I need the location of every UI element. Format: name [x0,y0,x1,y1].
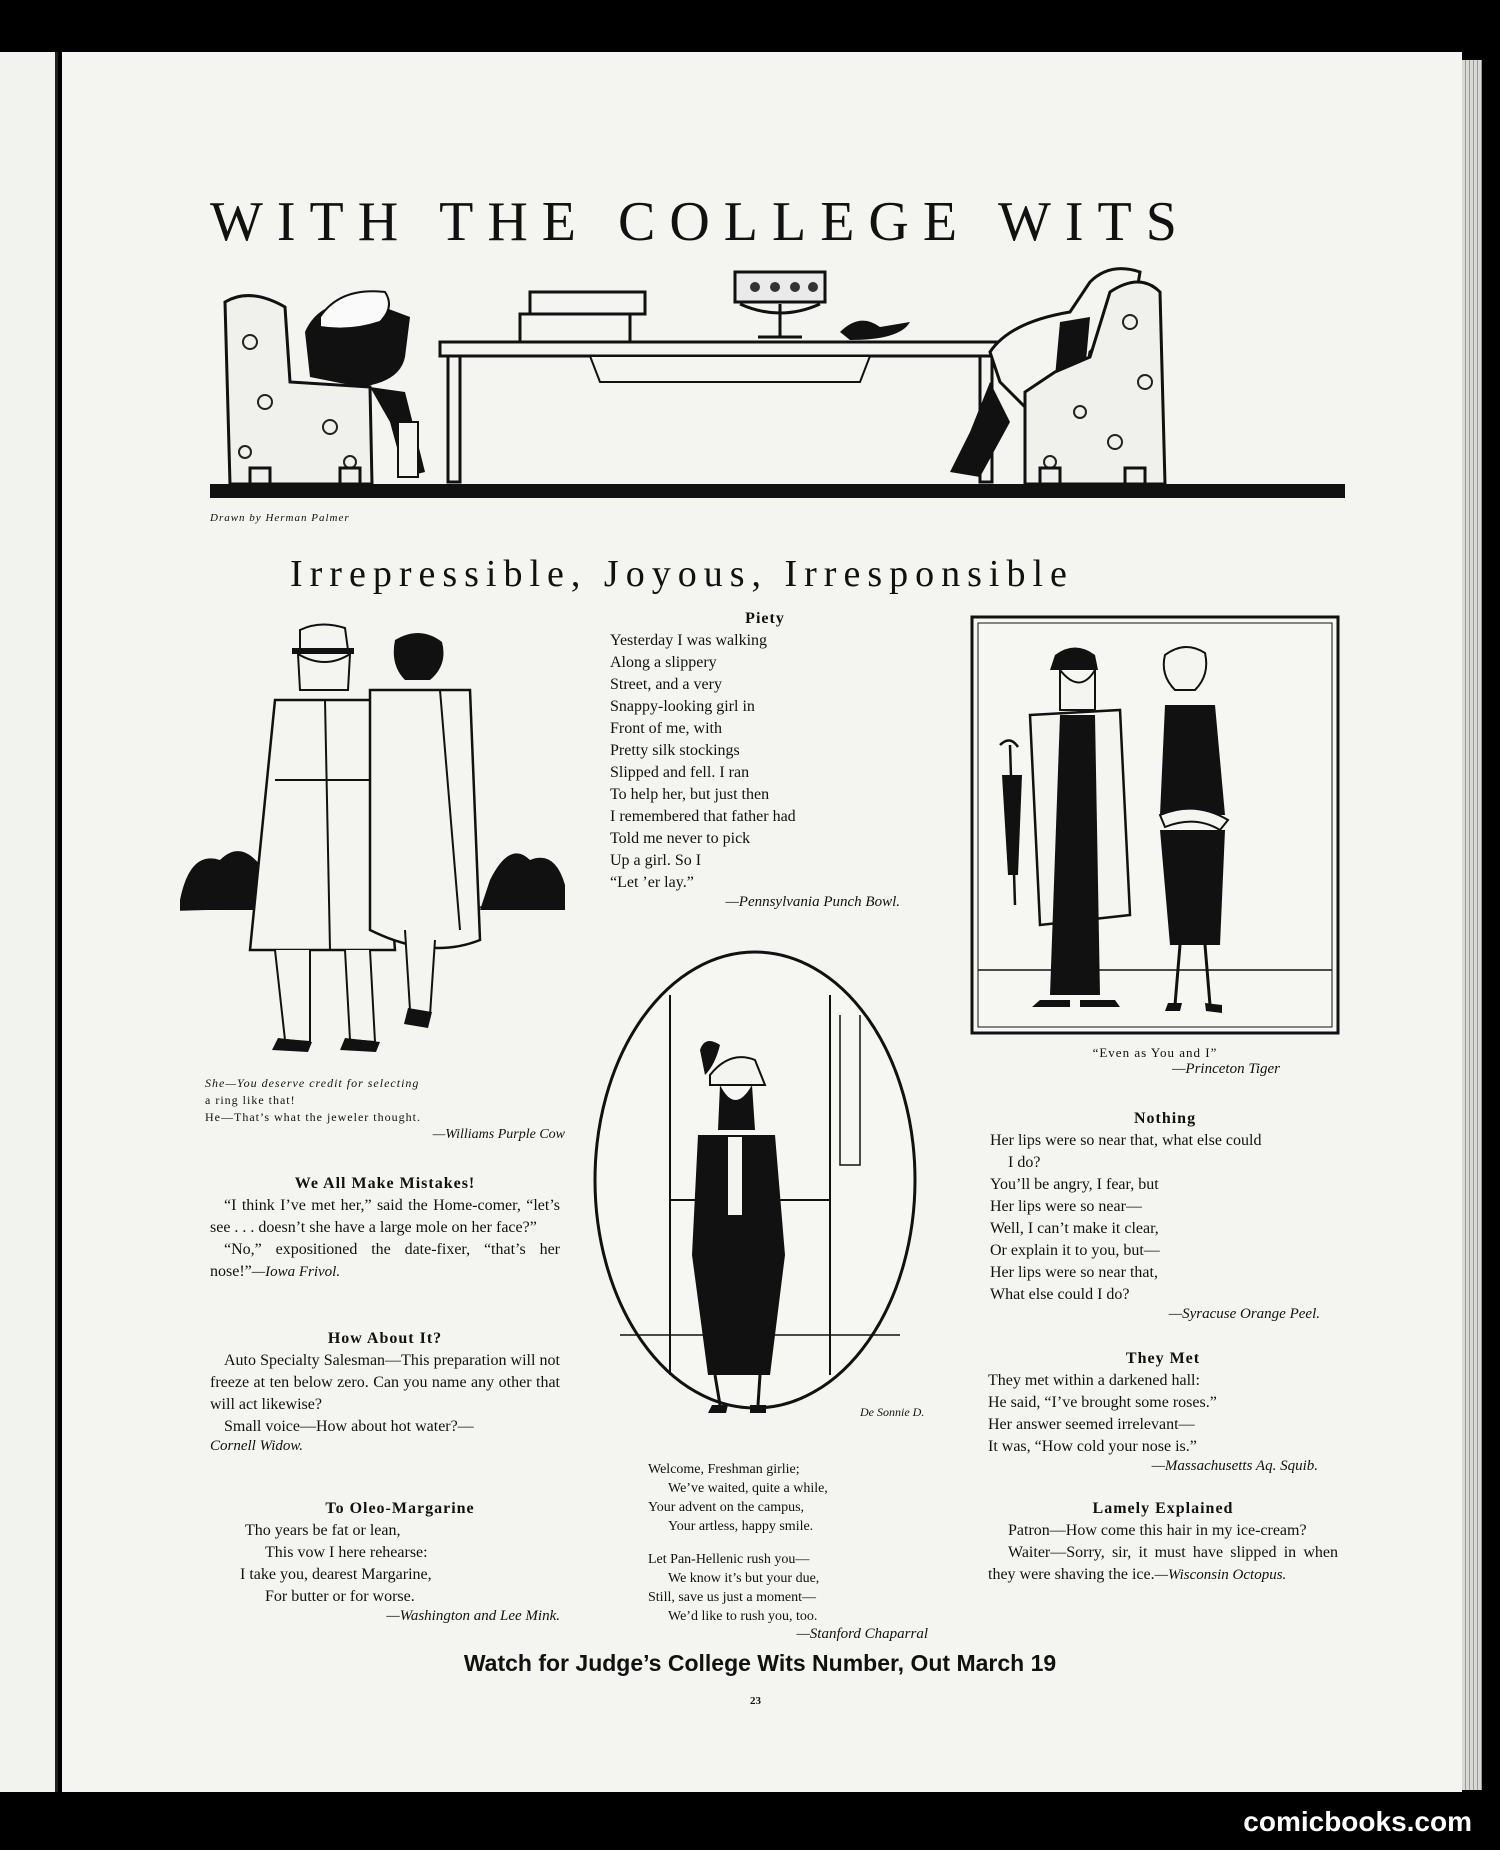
page-stack-edge [1462,60,1482,1790]
nothing-poem [990,1110,1340,1323]
how-about-it-paragraph: Auto Specialty Salesman—This preparation will not freeze at ten below zero. Can you name any other that will act likewise? [210,1352,560,1413]
piety-title: Piety [745,610,785,627]
masthead-illustration [210,262,1350,512]
freshman-stanza-break [648,1536,928,1550]
freshman-line: Still, save us just a moment— [648,1590,816,1605]
tiger-caption-cite: —Princeton Tiger [1172,1061,1280,1077]
oleo-title: To Oleo-Margarine [325,1500,475,1517]
how-about-it-paragraph: Small voice—How about hot water?— [224,1418,474,1435]
mistakes-title: We All Make Mistakes! [294,1175,476,1192]
oleo-line: I take you, dearest Margarine, [240,1566,432,1583]
ring-caption-line: He—That’s what the jeweler thought. [205,1110,421,1124]
they-met-line: It was, “How cold your nose is.” [988,1438,1197,1455]
oleo-line: This vow I here rehearse: [265,1544,428,1561]
lamely-paragraph: Patron—How come this hair in my ice-cream? [1008,1522,1307,1539]
nothing-line: What else could I do? [990,1286,1130,1303]
ring-caption-cite: —Williams Purple Cow [432,1127,565,1142]
ring-cartoon-caption [205,1075,565,1143]
nothing-line: You’ll be angry, I fear, but [990,1176,1159,1193]
mistakes-joke [210,1175,560,1283]
piety-line: Street, and a very [610,676,722,693]
oleo-poem [240,1500,560,1625]
piety-line: Front of me, with [610,720,722,737]
tiger-cartoon-caption [970,1045,1340,1078]
nothing-line: Her lips were so near that, what else could [990,1132,1262,1149]
lamely-title: Lamely Explained [1092,1500,1234,1517]
freshman-line: We’ve waited, quite a while, [668,1481,828,1496]
nothing-title: Nothing [1133,1110,1197,1127]
piety-line: I remembered that father had [610,808,796,825]
piety-line: Along a slippery [610,654,717,671]
lamely-paragraph: Waiter—Sorry, sir, it must have slipped in when they were shaving the ice. [988,1544,1338,1583]
tiger-caption-text: “Even as You and I” [1092,1045,1218,1060]
freshman-illustration [580,955,970,1455]
how-about-it-joke [210,1330,560,1455]
piety-line: Pretty silk stockings [610,742,740,759]
page-footer-announcement: Watch for Judge’s College Wits Number, Out March 19 [463,1650,1057,1676]
oleo-line: For butter or for worse. [265,1588,415,1605]
piety-line: Told me never to pick [610,830,751,847]
nothing-line: Her lips were so near— [990,1198,1142,1215]
freshman-line: Welcome, Freshman girlie; [648,1462,800,1477]
freshman-cite: —Stanford Chaparral [796,1626,928,1642]
piety-line: To help her, but just then [610,786,770,803]
freshman-line: We’d like to rush you, too. [668,1609,818,1624]
mistakes-cite: —Iowa Frivol. [251,1264,341,1280]
how-about-it-title: How About It? [327,1330,443,1347]
page-subtitle: Irrepressible, Joyous, Irresponsible [290,553,1074,595]
oleo-cite: —Washington and Lee Mink. [386,1608,560,1624]
piety-line: Slipped and fell. I ran [610,764,750,781]
ring-caption-line: She—You deserve credit for selecting [205,1076,420,1090]
freshman-line: Your artless, happy smile. [668,1519,814,1534]
mistakes-paragraph: “I think I’ve met her,” said the Home-comer, “let’s see . . . doesn’t she have a large mole on her face?” [210,1197,560,1236]
freshman-line: Let Pan-Hellenic rush you— [648,1552,810,1567]
they-met-poem [988,1350,1338,1475]
freshman-signature: De Sonnie D. [860,1405,925,1419]
nothing-cite: —Syracuse Orange Peel. [1168,1306,1320,1322]
nothing-line: Well, I can’t make it clear, [990,1220,1159,1237]
nothing-line: Or explain it to you, but— [990,1242,1160,1259]
piety-line: Up a girl. So I [610,852,702,869]
lamely-cite: —Wisconsin Octopus. [1154,1567,1287,1583]
oleo-line: Tho years be fat or lean, [245,1522,401,1539]
they-met-line: Her answer seemed irrelevant— [988,1416,1195,1433]
nothing-line: Her lips were so near that, [990,1264,1158,1281]
they-met-title: They Met [1125,1350,1201,1367]
masthead-title: WITH THE COLLEGE WITS [210,191,1191,253]
piety-cite: —Pennsylvania Punch Bowl. [725,894,900,910]
ring-cartoon-illustration [180,610,570,1055]
lamely-explained-joke [988,1500,1338,1586]
freshman-line: Your advent on the campus, [648,1500,805,1515]
ring-caption-line: a ring like that! [205,1093,296,1107]
source-watermark: comicbooks.com [1243,1806,1472,1837]
piety-line: Snappy-looking girl in [610,698,755,715]
they-met-line: He said, “I’ve brought some roses.” [988,1394,1217,1411]
page-number: 23 [750,1695,761,1707]
tiger-cartoon-illustration [970,615,1340,1035]
they-met-cite: —Massachusetts Aq. Squib. [1151,1458,1318,1474]
illustration-credit: Drawn by Herman Palmer [210,512,350,524]
they-met-line: They met within a darkened hall: [988,1372,1200,1389]
nothing-line: I do? [1008,1154,1041,1171]
how-about-it-cite: Cornell Widow. [210,1438,304,1454]
piety-line: Yesterday I was walking [610,632,768,649]
freshman-line: We know it’s but your due, [668,1571,820,1586]
piety-poem [610,610,920,911]
freshman-poem [648,1460,928,1643]
left-page-edge [0,52,58,1792]
mistakes-paragraph: “No,” expositioned the date-fixer, “that’s her nose!” [210,1241,560,1280]
piety-line: “Let ’er lay.” [610,874,694,891]
